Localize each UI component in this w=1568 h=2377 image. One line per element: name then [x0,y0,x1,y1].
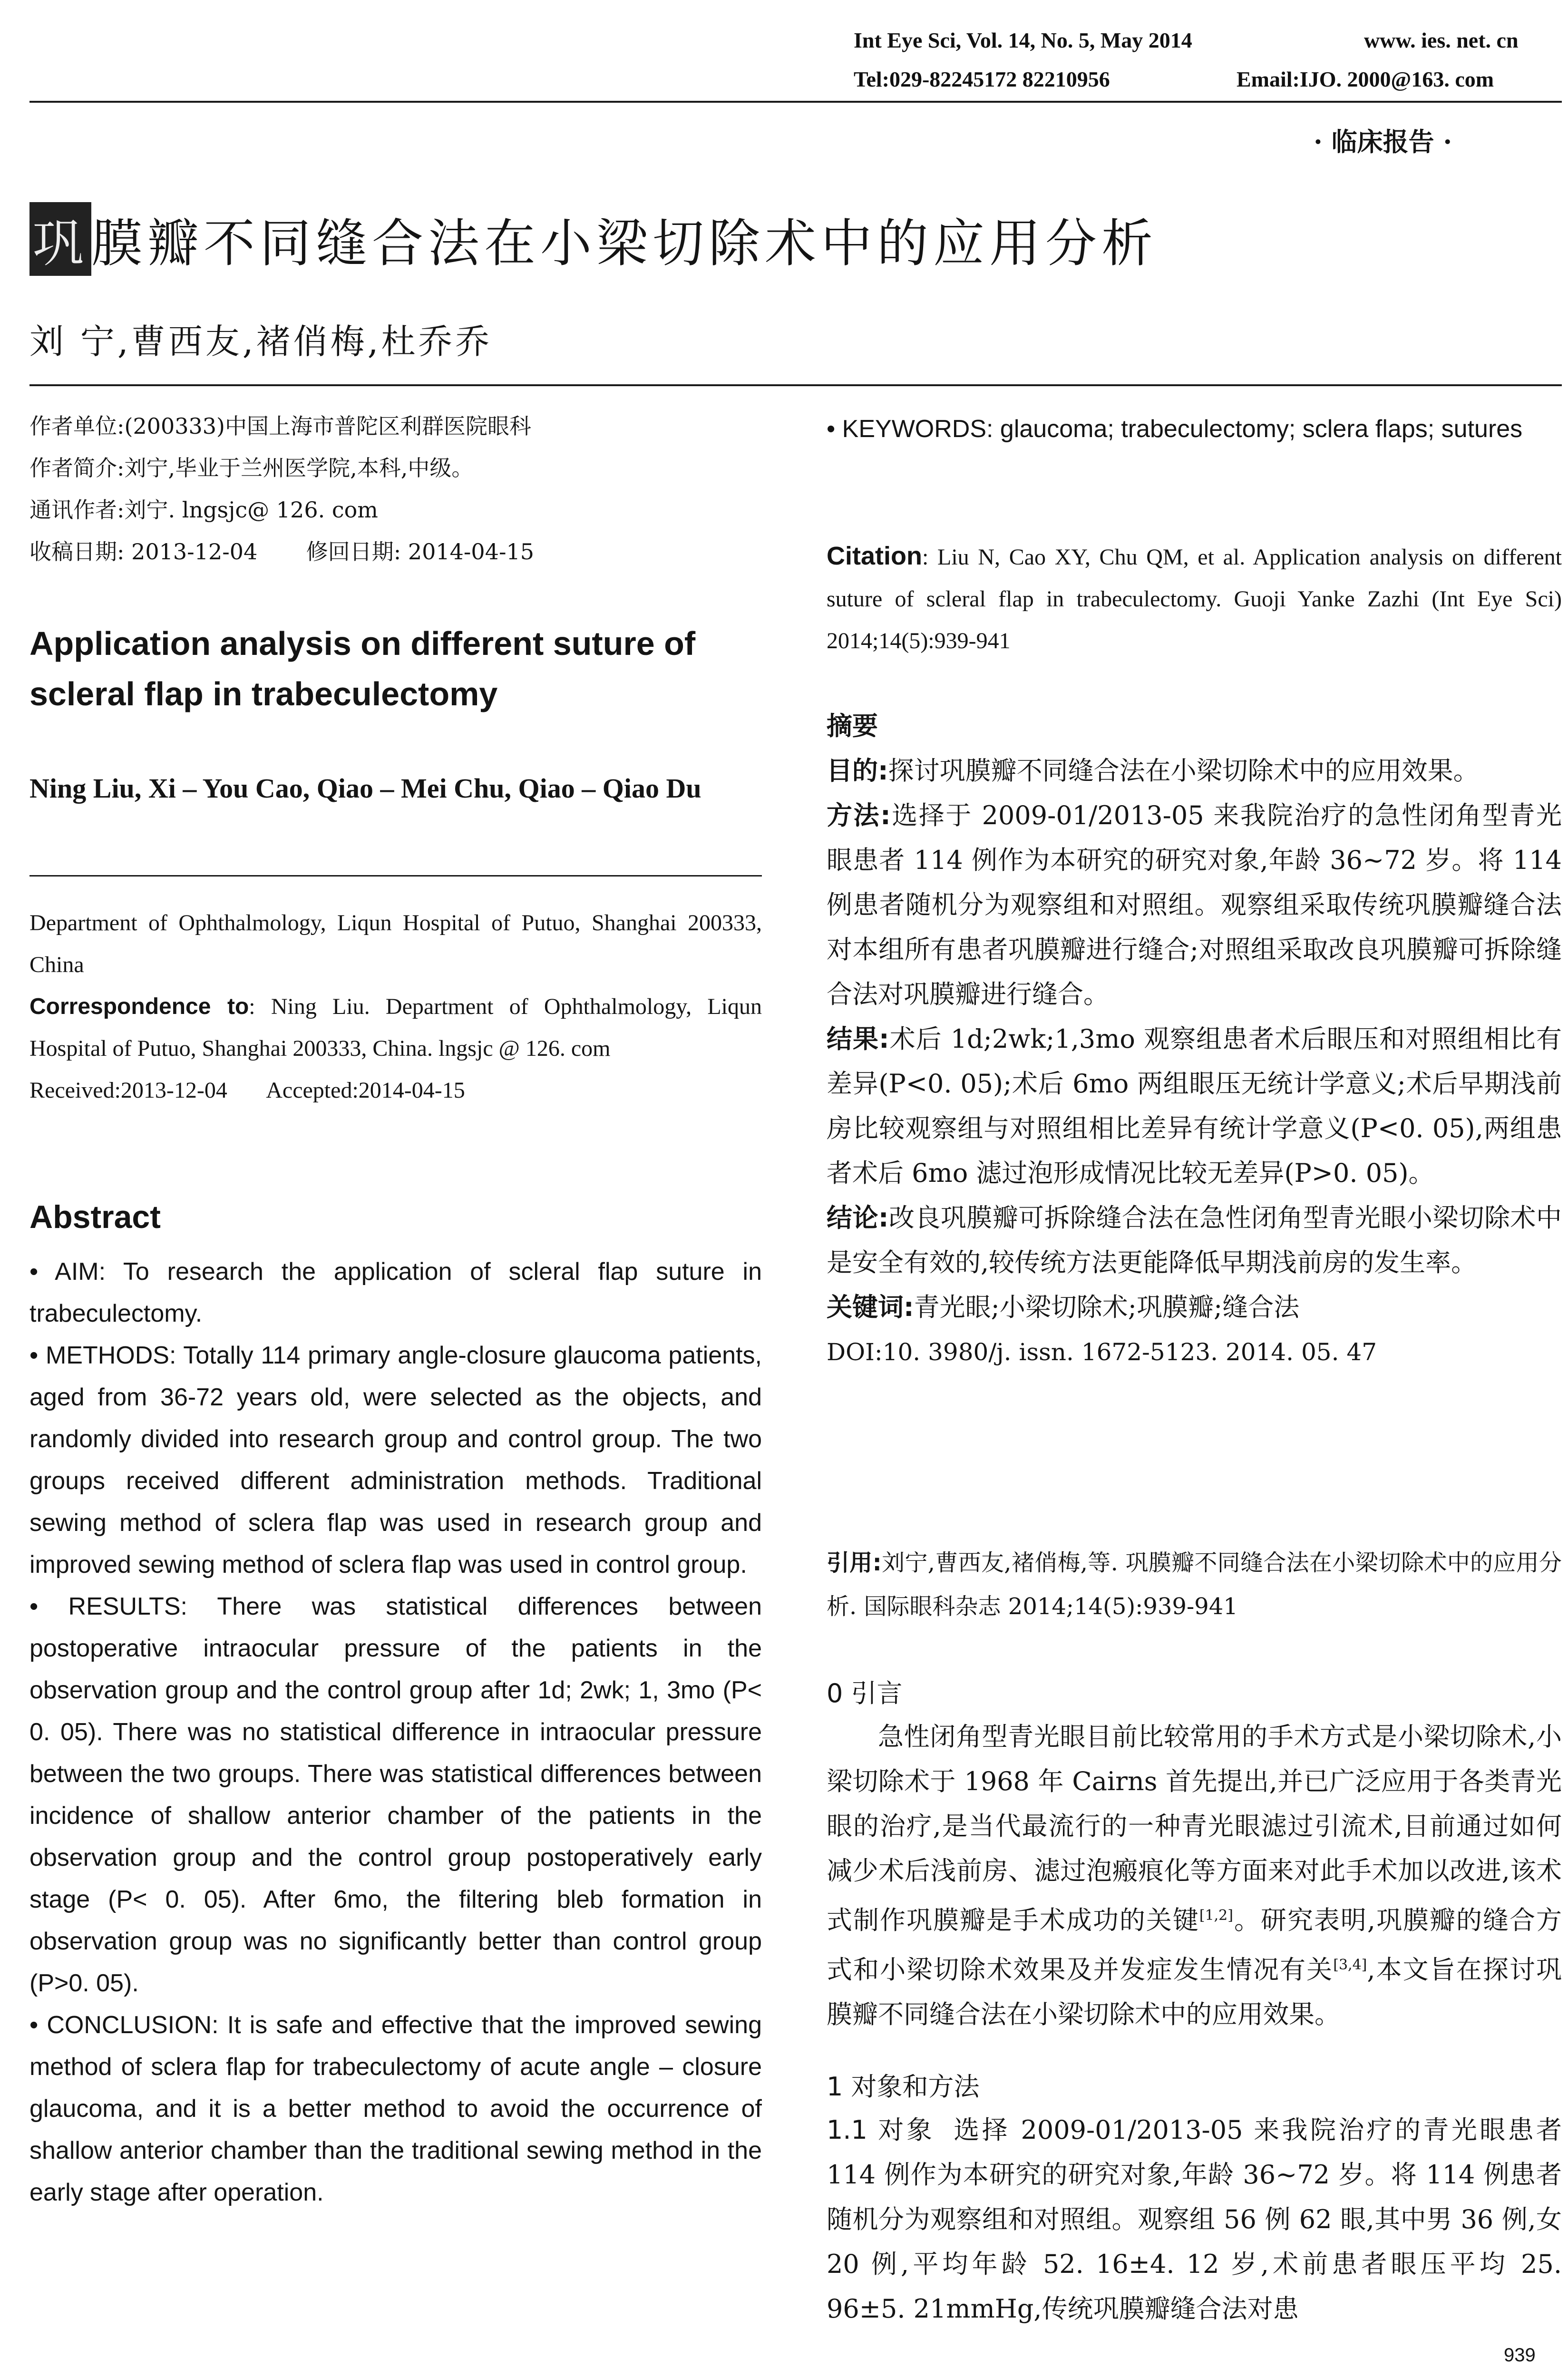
results-text-cn: 术后 1d;2wk;1,3mo 观察组患者术后眼压和对照组相比有差异(P<0. 05);术后 6mo 两组眼压无统计学意义;术后早期浅前房比较观察组与对照组相比差异有统计学意义(P<0. 05),两组患者术后 6mo 滤过泡形成情况比较无差异(P>0. 05)。 [827,1024,1562,1188]
abstract-body [29,1251,762,2213]
article-title [29,202,1158,276]
info-block-cn [29,405,762,573]
citation-cn [827,1541,1562,1628]
abstract-methods: • METHODS: Totally 114 primary angle-closure glaucoma patients, aged from 36-72 years old, were selected as the objects, and randomly divided into research group and control group. The two groups received different administration methods. Traditional sewing method of sclera flap was used in research group and improved sewing method of sclera flap was used in control group. [29,1342,762,1578]
section-tag: · 临床报告 · [1314,127,1452,157]
abstract-heading: Abstract [29,1199,161,1235]
abstract-cn-results [827,1017,1562,1196]
conclusion-label-cn: 结论: [827,1203,889,1233]
reference-1-2: [1,2] [1199,1907,1233,1924]
abstract-cn [827,704,1562,1374]
citation-cn-label: 引用: [827,1549,882,1576]
authors-cn: 刘 宁,曹西友,褚俏梅,杜乔乔 [29,321,493,361]
affiliation-cn: 作者单位:(200333)中国上海市普陀区利群医院眼科 [29,413,531,439]
subject-text: 选择 2009-01/2013-05 来我院治疗的青光眼患者 114 例作为本研究的研究对象,年龄 36~72 岁。将 114 例患者随机分为观察组和对照组。观察组 56 例 62 眼,其中男 36 例,女 20 例,平均年龄 52. 16±4. 12 岁,术前患者眼压平均 25. 96±5. 21mmHg,传统巩膜瓣缝合法对患 [827,2115,1562,2324]
abstract-cn-methods [827,793,1562,1017]
author-rule [29,875,762,877]
intro-paragraph [827,1715,1562,2037]
keywords-text-cn: 青光眼;小梁切除术;巩膜瓣;缝合法 [914,1292,1300,1322]
keywords-en: • KEYWORDS: glaucoma; trabeculectomy; sclera flaps; sutures [827,415,1523,443]
intro-text-a: 急性闭角型青光眼目前比较常用的手术方式是小梁切除术,小梁切除术于 1968 年 Cairns 首先提出,并已广泛应用于各类青光眼的治疗,是当代最流行的一种青光眼滤过引流术,目前通过如何减少术后浅前房、滤过泡瘢痕化等方面来对此手术加以改进,该术式制作巩膜瓣是手术成功的关键 [827,1722,1562,1935]
aim-text-cn: 探讨巩膜瓣不同缝合法在小梁切除术中的应用效果。 [888,756,1479,786]
journal-tel: Tel:029-82245172 82210956 [854,67,1110,91]
abstract-cn-aim [827,749,1562,793]
aim-label-cn: 目的: [827,756,888,786]
title-first-char: 巩 [29,202,91,276]
correspondence [29,986,762,1070]
title-rule [29,384,1562,386]
page-number: 939 [1504,2345,1536,2366]
results-label-cn: 结果: [827,1024,889,1054]
department: Department of Ophthalmology, Liqun Hospital of Putuo, Shanghai 200333, China [29,910,762,977]
methods-label-cn: 方法: [827,800,891,830]
journal-citation-header: Int Eye Sci, Vol. 14, No. 5, May 2014 [854,28,1192,52]
dates-cn: 收稿日期: 2013-12-04 修回日期: 2014-04-15 [29,539,535,565]
citation-en [827,535,1562,662]
conclusion-text-cn: 改良巩膜瓣可拆除缝合法在急性闭角型青光眼小梁切除术中是安全有效的,较传统方法更能降低早期浅前房的发生率。 [827,1203,1562,1277]
abstract-cn-heading: 摘要 [827,711,878,741]
corresponding-author-cn: 通讯作者:刘宁. lngsjc@ 126. com [29,497,378,523]
author-profile-cn: 作者简介:刘宁,毕业于兰州医学院,本科,中级。 [29,455,474,481]
department-block [29,902,762,1111]
abstract-aim: • AIM: To research the application of scleral flap suture in trabeculectomy. [29,1258,762,1327]
english-title: Application analysis on different suture of scleral flap in trabeculectomy [29,625,696,712]
abstract-cn-keywords [827,1285,1562,1330]
journal-email: Email:IJO. 2000@163. com [1237,67,1494,91]
reference-3-4: [3,4] [1333,1957,1367,1973]
received-dates: Received:2013-12-04 Accepted:2014-04-15 [29,1078,465,1103]
intro-heading: 0 引言 [827,1678,903,1708]
abstract-conclusion: • CONCLUSION: It is safe and effective that the improved sewing method of sclera flap for trabeculectomy of acute angle – closure glaucoma, and it is a better method to avoid the occurrence of shallow anterior chamber than the traditional sewing method in the early stage after operation. [29,2011,762,2206]
abstract-results: • RESULTS: There was statistical differences between postoperative intraocular pressure of the patients in the observation group and the control group after 1d; 2wk; 1, 3mo (P< 0. 05). There was no statistical difference in intraocular pressure between the two groups. There was statistical differences between incidence of shallow anterior chamber of the patients in the observation group and the control group postoperatively early stage (P< 0. 05). After 6mo, the filtering bleb formation in observation group was no significantly better than control group (P>0. 05). [29,1593,762,1997]
keywords-label-cn: 关键词: [827,1292,914,1322]
methods-paragraph [827,2108,1562,2331]
journal-website: www. ies. net. cn [1364,28,1519,52]
methods-text-cn: 选择于 2009-01/2013-05 来我院治疗的急性闭角型青光眼患者 114 例作为本研究的研究对象,年龄 36~72 岁。将 114 例患者随机分为观察组和对照组。观察组采取传统巩膜瓣缝合法对本组所有患者巩膜瓣进行缝合;对照组采取改良巩膜瓣可拆除缝合法对巩膜瓣进行缝合。 [827,800,1562,1009]
citation-label: Citation [827,542,922,570]
intro-text-b: 。研究表明,巩膜瓣的缝合方式和小梁切除术效果及并发症发生情况有关 [827,1905,1562,1985]
methods-heading: 1 对象和方法 [827,2072,980,2102]
title-rest: 膜瓣不同缝合法在小梁切除术中的应用分析 [91,214,1158,273]
abstract-cn-conclusion [827,1196,1562,1285]
correspondence-text: : Ning Liu. Department of Ophthalmology, Liqun Hospital of Putuo, Shanghai 200333, China. lngsjc @ 126. com [29,994,762,1061]
subject-label: 1.1 对象 [827,2115,935,2145]
citation-cn-text: 刘宁,曹西友,褚俏梅,等. 巩膜瓣不同缝合法在小梁切除术中的应用分析. 国际眼科杂志 2014;14(5):939-941 [827,1549,1562,1620]
correspondence-label: Correspondence to [29,994,249,1019]
header-rule [29,101,1562,103]
english-authors: Ning Liu, Xi – You Cao, Qiao – Mei Chu, Qiao – Qiao Du [29,773,701,804]
doi: DOI:10. 3980/j. issn. 1672-5123. 2014. 05. 47 [827,1338,1377,1366]
citation-text: : Liu N, Cao XY, Chu QM, et al. Application analysis on different suture of scleral flap in trabeculectomy. Guoji Yanke Zazhi (Int Eye Sci) 2014;14(5):939-941 [827,545,1562,653]
intro-text-c: ,本文旨在探讨巩膜瓣不同缝合法在小梁切除术中的应用效果。 [827,1955,1562,2029]
